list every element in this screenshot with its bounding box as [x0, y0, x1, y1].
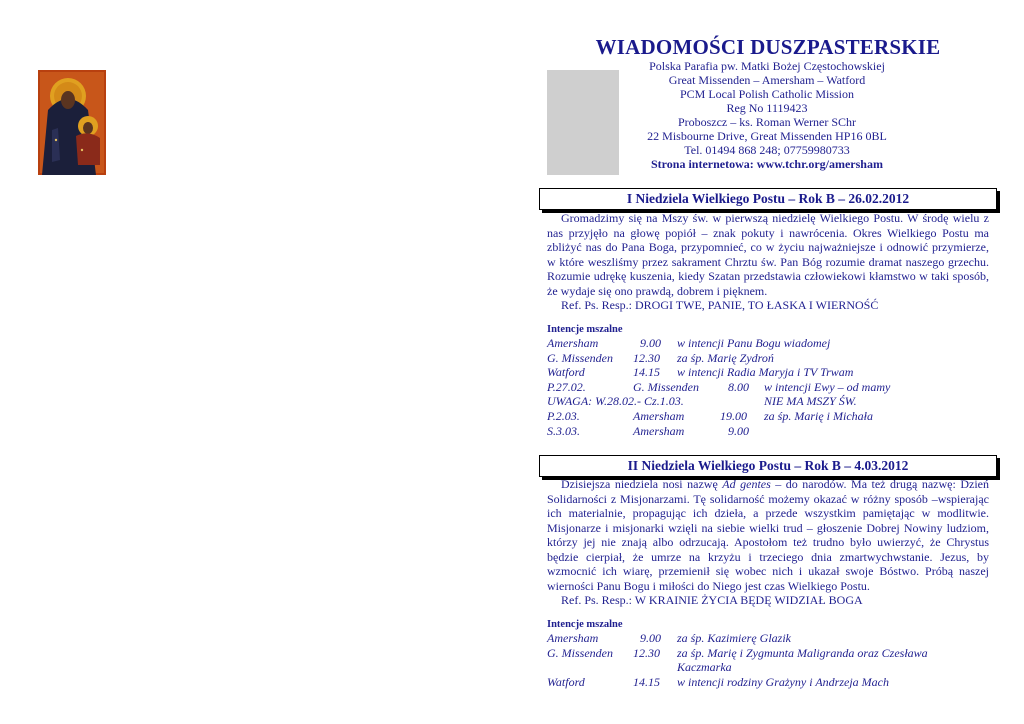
parish-info [620, 59, 914, 171]
section-heading: I Niedziela Wielkiego Postu – Rok B – 26.02.2012 [539, 188, 997, 210]
body-text: Gromadzimy się na Mszy św. w pierwszą niedzielę Wielkiego Postu. W środę wielu z nas przyjęło na głowę popiół – znak pokuty i nawrócenia. Okres Wielkiego Postu ma zbliżyć nas do Pana Boga, przypomnieć, co w życiu najważniejsze i odnowić przymierze, w które weszliśmy przez sakrament Chrztu św. Pan Bóg rozumie dramat naszego grzechu. Rozumie udrękę kuszenia, kiedy Szatan przedstawia człowiekowi kłamstwo w taki sposób, że wydaje się ono prawdą, dobrem i pięknem. [547, 211, 989, 298]
body-text: Dzisiejsza niedziela nosi nazwę Ad gentes – do narodów. Ma też drugą nazwę: Dzień Solidarności z Misjonarzami. Tę solidarność możemy okazać w różny sposób –wspierając ich materialnie, propagując ich dzieła, a przede wszystkim pamiętając w modlitwie. Misjonarze i misjonarki wzięli na siebie wielki trud – głoszenie Dobrej Nowiny ludziom, którzy jej nie znają albo odrzucają. Apostołom też trudno było uwierzyć, że Chrystus będzie cierpiał, że umrze na krzyżu i trzeciego dnia zmartwychwstanie. Jezus, by wzmocnić ich wiarę, przemienił się wobec nich i ukazał swoje Bóstwo. Próbą naszej wierności Panu Bogu i miłości do Niego jest czas Wielkiego Postu. [547, 477, 989, 593]
info-line: Polska Parafia pw. Matki Bożej Częstochowskiej [649, 59, 885, 73]
info-line: PCM Local Polish Catholic Mission [679, 87, 854, 101]
section-heading: II Niedziela Wielkiego Postu – Rok B – 4.03.2012 [539, 455, 997, 477]
section-body [547, 211, 989, 313]
intentions-title: Intencje mszalne [547, 619, 623, 630]
page-title: WIADOMOŚCI DUSZPASTERSKIE [595, 35, 941, 59]
madonna-icon-image [38, 70, 106, 175]
info-line: Reg No 1119423 [726, 101, 808, 115]
info-line: 22 Misbourne Drive, Great Missenden HP16 0BL [647, 129, 887, 143]
section-body [547, 477, 989, 608]
psalm-response: Ref. Ps. Resp.: DROGI TWE, PANIE, TO ŁASKA I WIERNOŚĆ [561, 298, 879, 312]
info-line: Great Missenden – Amersham – Watford [668, 73, 866, 87]
intentions-title: Intencje mszalne [547, 324, 623, 335]
website-line: Strona internetowa: www.tchr.org/amersham [651, 157, 883, 171]
psalm-response: Ref. Ps. Resp.: W KRAINIE ŻYCIA BĘDĘ WIDZIAŁ BOGA [561, 593, 863, 607]
info-line: Proboszcz – ks. Roman Werner SChr [677, 115, 857, 129]
image-placeholder [547, 70, 619, 175]
info-line: Tel. 01494 868 248; 07759980733 [684, 143, 850, 157]
